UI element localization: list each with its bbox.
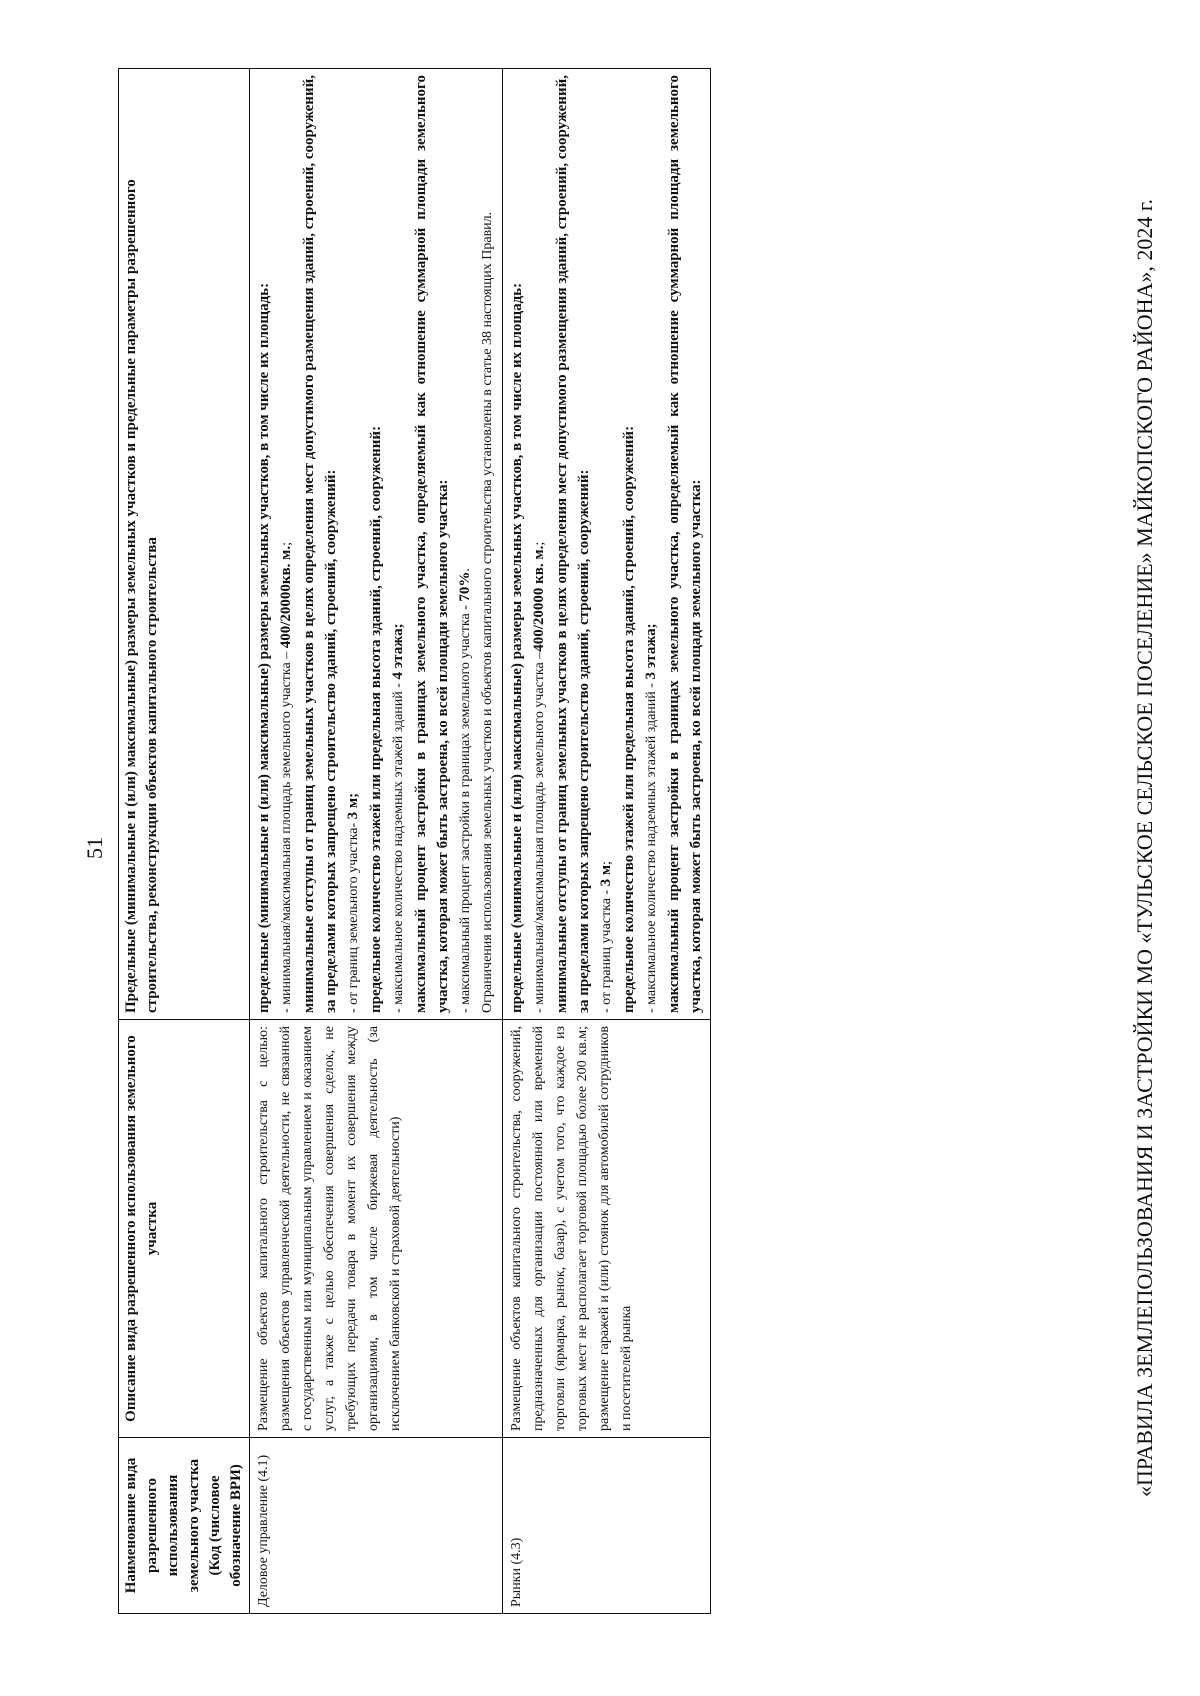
param-floors-value: 3 этажа; — [643, 623, 659, 680]
param-coverage-heading: максимальный процент застройки в границах земельного участка, определяемый как отношение суммарной площади земельного участка, которая может быть застроена, ко всей площади земельного участка: — [666, 75, 704, 1013]
param-area-value: 400/20000кв. м. — [278, 545, 294, 649]
document-footer: «ПРАВИЛА ЗЕМЛЕПОЛЬЗОВАНИЯ И ЗАСТРОЙКИ МО «ТУЛЬСКОЕ СЕЛЬСКОЕ ПОСЕЛЕНИЕ» МАЙКОПСКОГО РАЙОНА», 2024 г. — [1132, 199, 1157, 1497]
header-name: Наименование вида разрешенного использования земельного участка (Код (числовое обозначение ВРИ) — [119, 1438, 250, 1614]
param-setback-heading: минимальные отступы от границ земельных участков в целях определения мест допустимого размещения зданий, строений, сооружений, за пределами которых запрещено строительство зданий, строений, сооружений: — [301, 75, 339, 1013]
page-number: 51 — [82, 837, 107, 859]
header-description: Описание вида разрешенного использования земельного участка — [119, 1020, 250, 1438]
table-row — [250, 69, 503, 1614]
header-parameters: Предельные (минимальные и (или) максимальные) размеры земельных участков и предельные параметры разрешенного строительства, реконструкции объектов капитального строительства — [119, 69, 250, 1020]
param-setback-heading: минимальные отступы от границ земельных участков в целях определения мест допустимого размещения зданий, строений, сооружений, за пределами которых запрещено строительство зданий, строений, сооружений: — [554, 75, 592, 1013]
row-parameters — [250, 69, 503, 1020]
param-setback-text: - от границ участка - — [599, 886, 614, 1013]
param-floors-text: - максимальное количество надземных этажей зданий - — [644, 679, 659, 1013]
param-setback-text: - от границ земельного участка- — [346, 819, 361, 1013]
param-restrictions: Ограничения использования земельных участков и объектов капитального строительства установлены в статье 38 настоящих Правил. — [480, 211, 495, 1013]
param-floors-heading: предельное количество этажей или предельная высота зданий, строений, сооружений: — [368, 425, 384, 1013]
row-parameters — [503, 69, 711, 1020]
param-setback-value: 3 м; — [345, 792, 361, 820]
param-floors-heading: предельное количество этажей или предельная высота зданий, строений, сооружений: — [621, 425, 637, 1013]
row-name: Рынки (4.3) — [503, 1438, 711, 1614]
table-row — [503, 69, 711, 1614]
row-description: Размещение объектов капитального строительства, сооружений, предназначенных для организации постоянной или временной торговли (ярмарка, рынок, базар), с учетом того, что каждое из торговых мест не располагает торговой площадью более 200 кв.м; размещение гаражей и (или) стоянок для автомобилей сотрудников и посетителей рынка — [503, 1020, 711, 1438]
row-description: Размещение объектов капитального строительства с целью: размещения объектов управленческой деятельности, не связанной с государственным или муниципальным управлением и оказанием услуг, а также с целью обеспечения совершения сделок, не требующих передачи товара в момент их совершения между организациями, в том числе биржевая деятельность (за исключением банковской и страховой деятельности) — [250, 1020, 503, 1438]
table-header-row — [119, 69, 250, 1614]
param-size-heading: предельные (минимальные и (или) максимальные) размеры земельных участков, в том числе их площадь: — [256, 282, 272, 1013]
param-coverage-end: . — [458, 568, 473, 572]
param-area-value: 400/20000 кв. м. — [531, 545, 547, 652]
param-setback-value: 3 м — [598, 864, 614, 887]
param-coverage-value: 70% — [457, 571, 473, 602]
param-area-end: ; — [279, 542, 294, 546]
param-floors-value: 4 этажа; — [390, 623, 406, 680]
param-floors-text: - максимальное количество надземных этажей зданий - — [391, 679, 406, 1013]
param-setback-end: ; — [599, 861, 614, 865]
zoning-table — [118, 68, 711, 1614]
param-area-text: - минимальная/максимальная площадь земельного участка – — [532, 651, 547, 1013]
param-area-text: - минимальная/максимальная площадь земельного участка – — [279, 648, 294, 1013]
row-name: Деловое управление (4.1) — [250, 1438, 503, 1614]
param-size-heading: предельные (минимальные и (или) максимальные) размеры земельных участков, в том числе их площадь: — [509, 282, 525, 1013]
param-area-end: ; — [532, 541, 547, 546]
param-coverage-text: - максимальный процент застройки в границах земельного участка - — [458, 601, 473, 1013]
param-coverage-heading: максимальный процент застройки в границах земельного участка, определяемый как отношение суммарной площади земельного участка, которая может быть застроена, ко всей площади земельного участка: — [413, 75, 451, 1013]
